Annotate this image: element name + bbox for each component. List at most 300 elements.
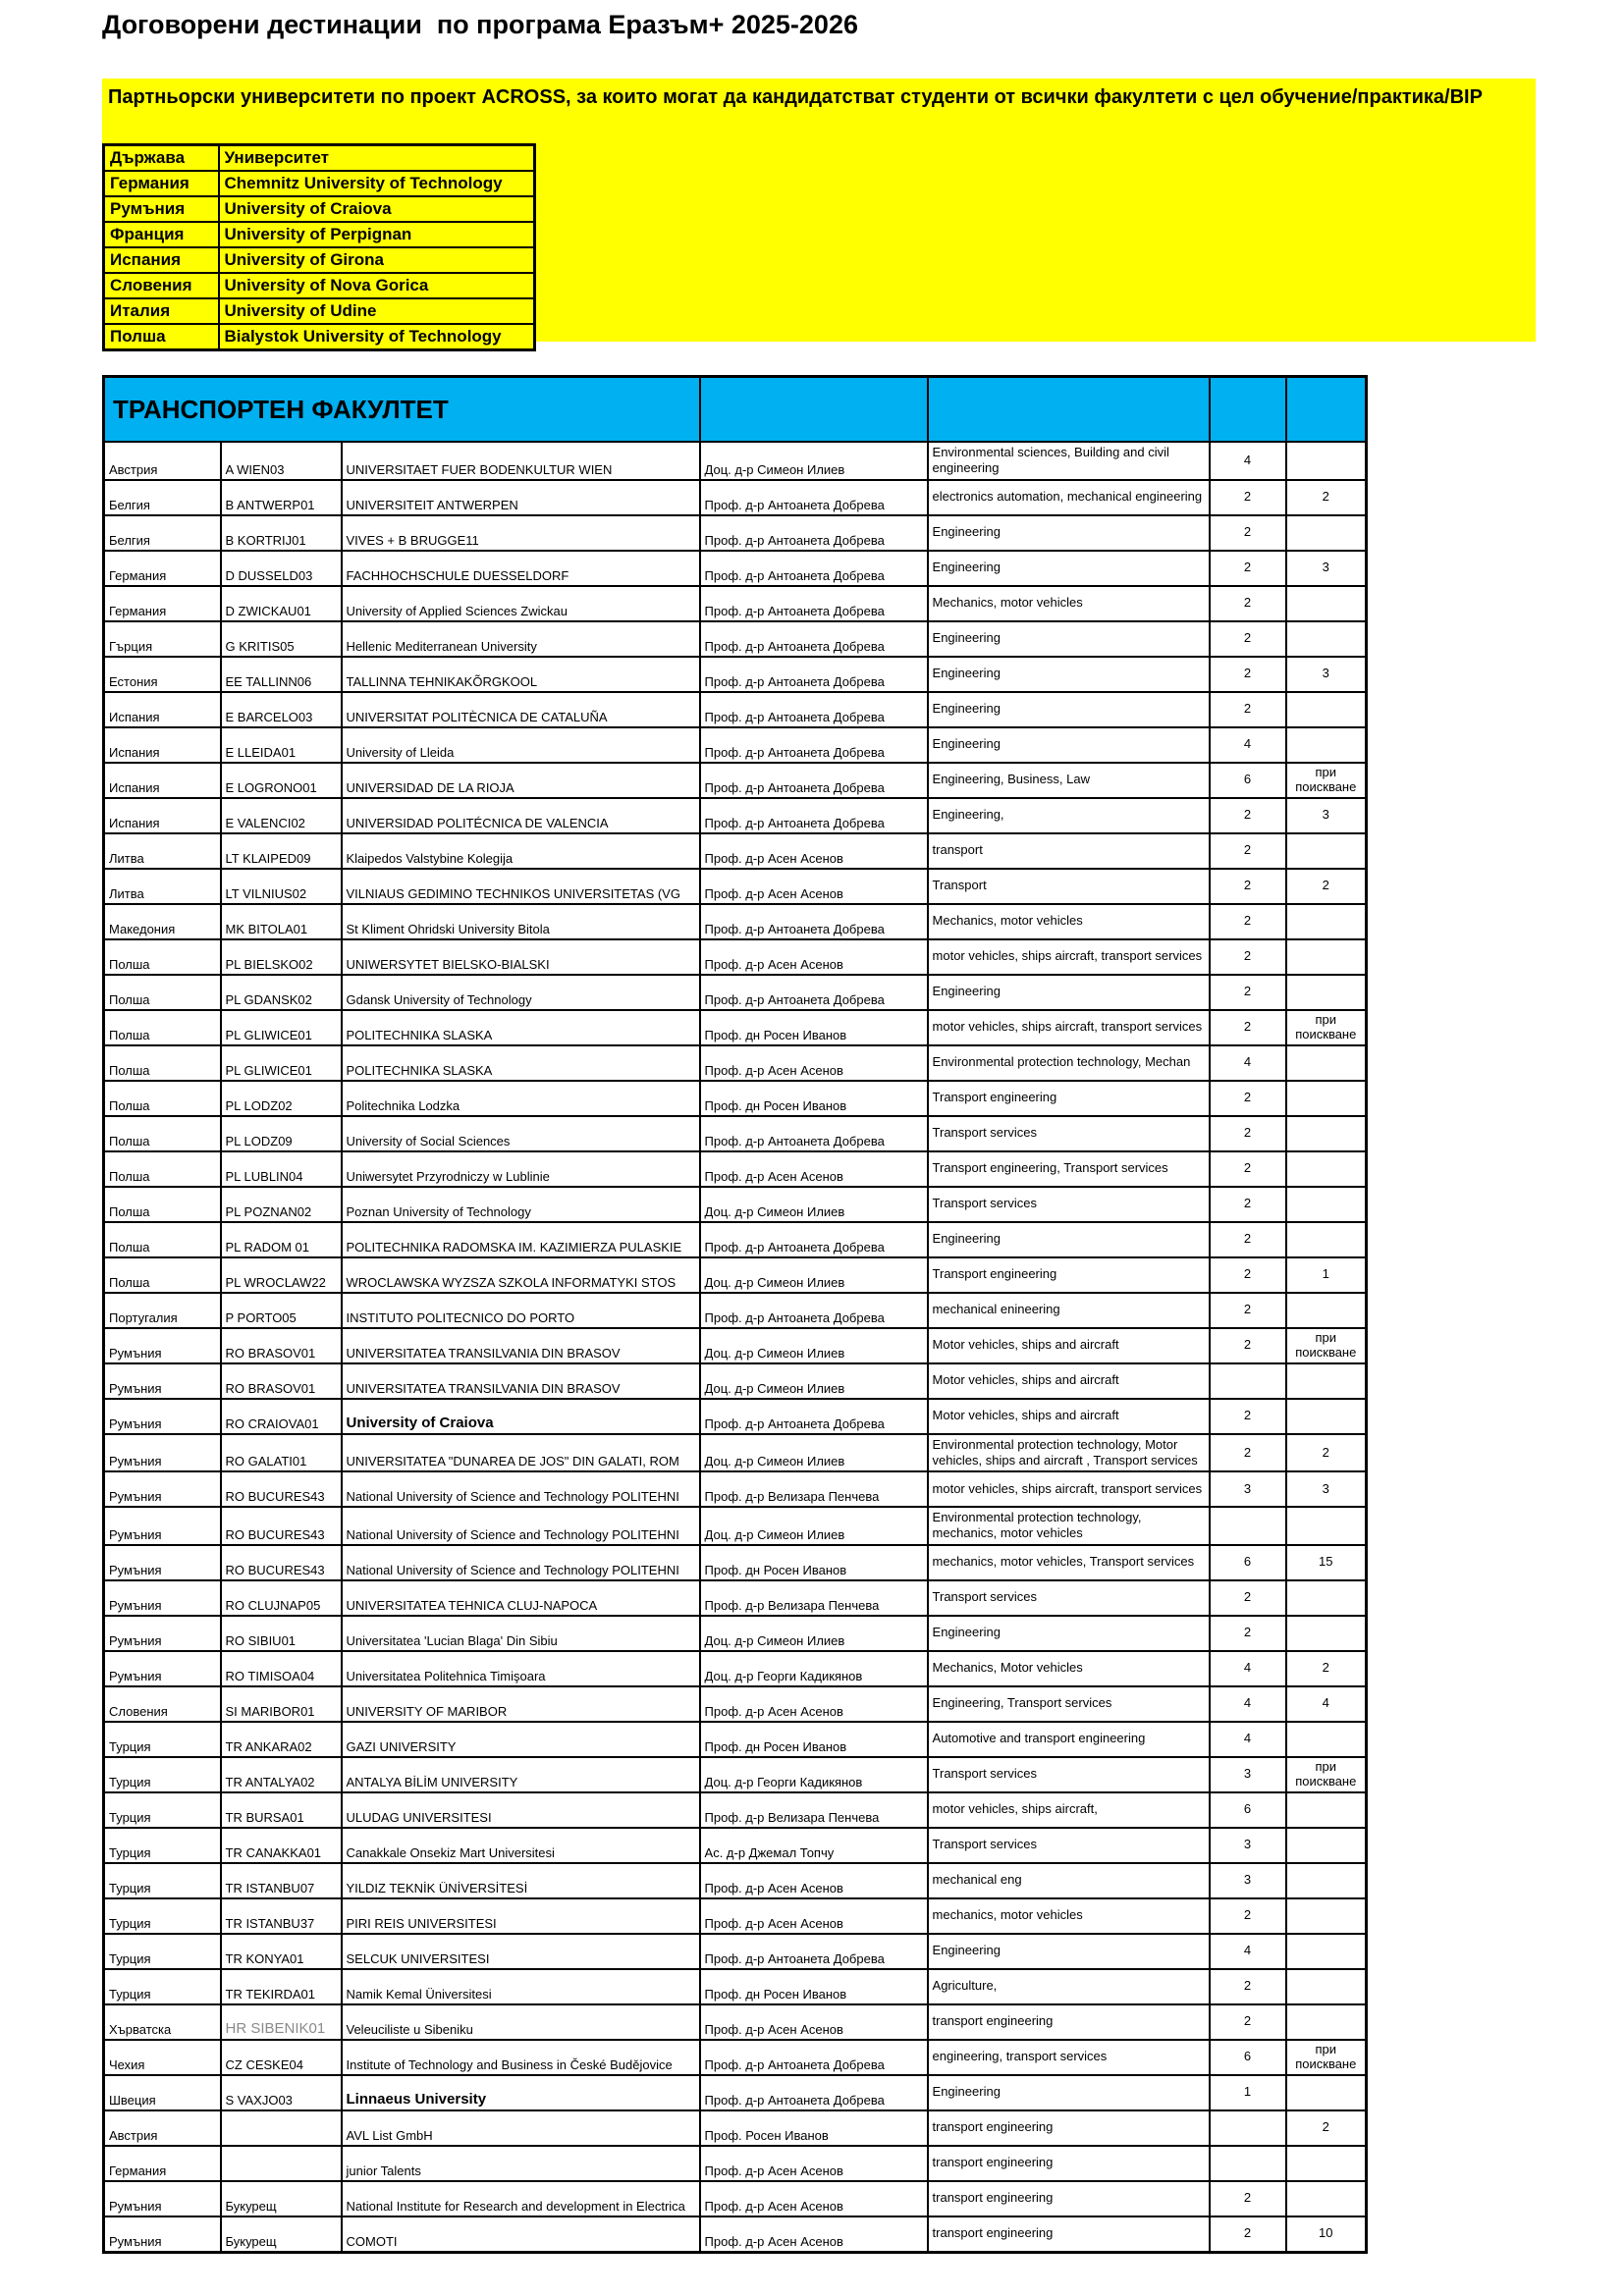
cell-extra: при поискване [1286,1010,1367,1045]
cell-country: Турция [104,1898,221,1934]
cell-code: MK BITOLA01 [221,904,342,939]
cell-places: 4 [1210,1934,1286,1969]
cell-code: PL GDANSK02 [221,975,342,1010]
cell-code: CZ CESKE04 [221,2040,342,2075]
cell-country: Румъния [104,1580,221,1616]
cell-code: TR ANTALYA02 [221,1757,342,1792]
cell-extra: 4 [1286,1686,1367,1722]
faculty-row [104,1434,1367,1472]
cell-university: AVL List GmbH [342,2110,700,2146]
cell-places: 2 [1210,1081,1286,1116]
faculty-row [104,1187,1367,1222]
cell-university: UNIVERSITATEA TEHNICA CLUJ-NAPOCA [342,1580,700,1616]
cell-university: Namik Kemal Üniversitesi [342,1969,700,2004]
cell-fields: Transport engineering [928,1081,1210,1116]
faculty-row [104,1045,1367,1081]
cell-code: PL GLIWICE01 [221,1045,342,1081]
cell-country: Полша [104,939,221,975]
cell-code: G KRITIS05 [221,621,342,657]
cell-university: Poznan University of Technology [342,1187,700,1222]
cell-places [1210,1363,1286,1399]
cell-university: WROCLAWSKA WYZSZA SZKOLA INFORMATYKI STOS [342,1257,700,1293]
cell-university: POLITECHNIKA SLASKA [342,1010,700,1045]
cell-places [1210,2146,1286,2181]
cell-fields: Mechanics, motor vehicles [928,586,1210,621]
faculty-row [104,1863,1367,1898]
cell-fields: Engineering [928,515,1210,551]
partner-row [104,324,535,350]
faculty-row [104,975,1367,1010]
cell-extra [1286,1045,1367,1081]
faculty-row [104,939,1367,975]
cell-places: 2 [1210,798,1286,833]
cell-coordinator: Проф. д-р Асен Асенов [700,1898,928,1934]
cell-extra: 2 [1286,869,1367,904]
faculty-row [104,798,1367,833]
cell-country: Румъния [104,2181,221,2216]
cell-university: VIVES + B BRUGGE11 [342,515,700,551]
cell-extra: 3 [1286,1471,1367,1507]
cell-fields: Environmental sciences, Building and civil engineering [928,442,1210,480]
cell-extra [1286,2181,1367,2216]
cell-code: E LOGRONO01 [221,763,342,798]
cell-code: SI MARIBOR01 [221,1686,342,1722]
faculty-table-body [104,377,1367,2253]
cell-university: Bialystok University of Technology [219,324,535,350]
cell-country: Швеция [104,2075,221,2110]
cell-university: PIRI REIS UNIVERSITESI [342,1898,700,1934]
cell-coordinator: Проф. д-р Антоанета Добрева [700,1116,928,1151]
faculty-row [104,480,1367,515]
cell-country: Полша [104,1045,221,1081]
cell-university: Hellenic Mediterranean University [342,621,700,657]
cell-extra [1286,1616,1367,1651]
cell-country: Чехия [104,2040,221,2075]
cell-places: 2 [1210,1399,1286,1434]
cell-extra [1286,833,1367,869]
cell-places: 2 [1210,1151,1286,1187]
cell-country: Испания [104,727,221,763]
cell-country: Белгия [104,480,221,515]
cell-fields: Mechanics, Motor vehicles [928,1651,1210,1686]
cell-places: 2 [1210,1434,1286,1472]
cell-extra [1286,1222,1367,1257]
cell-country: Полша [104,324,219,350]
cell-fields: Engineering [928,1616,1210,1651]
cell-university: UNIVERSITATEA "DUNAREA DE JOS" DIN GALATI, ROM [342,1434,700,1472]
cell-university: Canakkale Onsekiz Mart Universitesi [342,1828,700,1863]
cell-country: Испания [104,763,221,798]
faculty-row [104,2004,1367,2040]
cell-places: 2 [1210,586,1286,621]
cell-country: Румъния [104,1399,221,1434]
cell-country: Румъния [104,1545,221,1580]
faculty-row [104,1081,1367,1116]
cell-coordinator: Доц. д-р Симеон Илиев [700,1616,928,1651]
cell-extra: 10 [1286,2216,1367,2253]
faculty-row [104,2075,1367,2110]
cell-places: 2 [1210,1616,1286,1651]
cell-fields: transport engineering [928,2110,1210,2146]
cell-places: 2 [1210,2181,1286,2216]
cell-code: PL RADOM 01 [221,1222,342,1257]
cell-country: Полша [104,1222,221,1257]
partner-header-row [104,145,535,172]
cell-coordinator: Проф. д-р Антоанета Добрева [700,1293,928,1328]
cell-code: A WIEN03 [221,442,342,480]
cell-extra: 1 [1286,1257,1367,1293]
cell-fields: Environmental protection technology, Mechan [928,1045,1210,1081]
cell-university: UNIVERSIDAD POLITÉCNICA DE VALENCIA [342,798,700,833]
highlight-block [102,79,1536,346]
cell-coordinator: Проф. д-р Антоанета Добрева [700,1934,928,1969]
cell-university: University of Girona [219,247,535,273]
cell-places: 2 [1210,657,1286,692]
cell-country: Турция [104,1792,221,1828]
cell-country: Румъния [104,1471,221,1507]
cell-country: Естония [104,657,221,692]
cell-extra [1286,586,1367,621]
cell-fields: motor vehicles, ships aircraft, transport services [928,1471,1210,1507]
cell-places: 2 [1210,692,1286,727]
cell-coordinator: Проф. д-р Велизара Пенчева [700,1471,928,1507]
cell-university: COMOTI [342,2216,700,2253]
cell-university: National University of Science and Technology POLITEHNI [342,1471,700,1507]
faculty-header-blank-fields [928,377,1210,443]
cell-university: Gdansk University of Technology [342,975,700,1010]
cell-fields: Engineering [928,551,1210,586]
cell-country: Литва [104,869,221,904]
cell-fields: mechanics, motor vehicles, Transport services [928,1545,1210,1580]
cell-coordinator: Проф. д-р Антоанета Добрева [700,586,928,621]
cell-code: B ANTWERP01 [221,480,342,515]
cell-fields: Transport services [928,1580,1210,1616]
cell-coordinator: Проф. д-р Асен Асенов [700,1151,928,1187]
cell-country: Полша [104,1187,221,1222]
cell-places: 2 [1210,621,1286,657]
cell-extra: при поискване [1286,2040,1367,2075]
partner-header-country: Държава [104,145,219,172]
faculty-row [104,763,1367,798]
cell-university: Veleuciliste u Sibeniku [342,2004,700,2040]
faculty-header-blank-coordinator [700,377,928,443]
cell-coordinator: Проф. д-р Антоанета Добрева [700,2040,928,2075]
page-title: Договорени дестинации по програма Еразъм+ 2025-2026 [102,10,858,39]
faculty-header-blank-places [1210,377,1286,443]
cell-country: Германия [104,2146,221,2181]
cell-coordinator: Проф. д-р Антоанета Добрева [700,1399,928,1434]
cell-fields: Engineering, Transport services [928,1686,1210,1722]
cell-country: Полша [104,1257,221,1293]
cell-university: POLITECHNIKA SLASKA [342,1045,700,1081]
faculty-row [104,1580,1367,1616]
cell-extra [1286,975,1367,1010]
cell-university: ANTALYA BİLİM UNIVERSITY [342,1757,700,1792]
faculty-row [104,1471,1367,1507]
cell-places: 2 [1210,939,1286,975]
faculty-row [104,1257,1367,1293]
cell-fields: Motor vehicles, ships and aircraft [928,1328,1210,1363]
cell-university: University of Lleida [342,727,700,763]
cell-coordinator: Проф. д-р Асен Асенов [700,2181,928,2216]
cell-code: B KORTRIJ01 [221,515,342,551]
partner-universities-table [102,143,536,351]
cell-fields: Transport [928,869,1210,904]
faculty-row [104,1898,1367,1934]
cell-places: 6 [1210,763,1286,798]
cell-coordinator: Проф. Росен Иванов [700,2110,928,2146]
cell-coordinator: Проф. д-р Антоанета Добрева [700,727,928,763]
cell-fields: Transport services [928,1187,1210,1222]
cell-university: UNIVERSITATEA TRANSILVANIA DIN BRASOV [342,1328,700,1363]
cell-extra [1286,1898,1367,1934]
cell-extra [1286,2004,1367,2040]
cell-extra: 2 [1286,480,1367,515]
cell-fields: Engineering [928,975,1210,1010]
cell-university: junior Talents [342,2146,700,2181]
cell-code: TR ANKARA02 [221,1722,342,1757]
cell-country: Испания [104,247,219,273]
cell-coordinator: Проф. д-р Антоанета Добрева [700,480,928,515]
partner-row [104,222,535,247]
cell-extra: 3 [1286,798,1367,833]
cell-extra [1286,939,1367,975]
cell-university: University of Perpignan [219,222,535,247]
cell-fields: Transport engineering [928,1257,1210,1293]
cell-extra [1286,1293,1367,1328]
cell-places: 2 [1210,869,1286,904]
cell-university: Linnaeus University [342,2075,700,2110]
cell-university: University of Udine [219,298,535,324]
faculty-row [104,1010,1367,1045]
cell-country: Румъния [104,1651,221,1686]
cell-country: Италия [104,298,219,324]
cell-coordinator: Доц. д-р Симеон Илиев [700,1363,928,1399]
cell-code: RO BRASOV01 [221,1363,342,1399]
faculty-row [104,1722,1367,1757]
cell-coordinator: Проф. д-р Антоанета Добрева [700,692,928,727]
faculty-row [104,1116,1367,1151]
cell-university: Uniwersytet Przyrodniczy w Lublinie [342,1151,700,1187]
cell-fields: Engineering [928,2075,1210,2110]
cell-coordinator: Проф. д-р Асен Асенов [700,833,928,869]
cell-code: RO TIMISOA04 [221,1651,342,1686]
cell-university: ULUDAG UNIVERSITESI [342,1792,700,1828]
cell-places: 6 [1210,1792,1286,1828]
cell-code: EE TALLINN06 [221,657,342,692]
faculty-row [104,2040,1367,2075]
faculty-row [104,1363,1367,1399]
cell-places: 3 [1210,1471,1286,1507]
cell-fields: Transport engineering, Transport services [928,1151,1210,1187]
cell-coordinator: Проф. д-р Антоанета Добрева [700,904,928,939]
cell-fields: Environmental protection technology, mechanics, motor vehicles [928,1507,1210,1545]
cell-code: E BARCELO03 [221,692,342,727]
cell-fields: Transport services [928,1757,1210,1792]
faculty-row [104,869,1367,904]
cell-fields: Environmental protection technology, Motor vehicles, ships and aircraft , Transport services [928,1434,1210,1472]
cell-fields: Engineering [928,692,1210,727]
faculty-row [104,1507,1367,1545]
cell-code: TR CANAKKA01 [221,1828,342,1863]
cell-fields: mechanics, motor vehicles [928,1898,1210,1934]
cell-university: Politechnika Lodzka [342,1081,700,1116]
faculty-row [104,1616,1367,1651]
cell-coordinator: Проф. д-р Асен Асенов [700,939,928,975]
partner-table-body [104,171,535,350]
faculty-row [104,1757,1367,1792]
cell-fields: mechanical enineering [928,1293,1210,1328]
cell-code: PL POZNAN02 [221,1187,342,1222]
cell-code: RO BUCURES43 [221,1507,342,1545]
cell-country: Гърция [104,621,221,657]
cell-extra [1286,692,1367,727]
cell-university: FACHHOCHSCHULE DUESSELDORF [342,551,700,586]
cell-university: GAZI UNIVERSITY [342,1722,700,1757]
faculty-row [104,1293,1367,1328]
cell-extra: 15 [1286,1545,1367,1580]
cell-places: 2 [1210,515,1286,551]
cell-extra [1286,904,1367,939]
cell-code: PL WROCLAW22 [221,1257,342,1293]
cell-code: E LLEIDA01 [221,727,342,763]
cell-fields: Transport services [928,1828,1210,1863]
cell-university: UNIVERSITY OF MARIBOR [342,1686,700,1722]
cell-code: P PORTO05 [221,1293,342,1328]
cell-code: RO BRASOV01 [221,1328,342,1363]
cell-fields: Motor vehicles, ships and aircraft [928,1399,1210,1434]
cell-university: YILDIZ TEKNİK ÜNİVERSİTESİ [342,1863,700,1898]
partner-row [104,196,535,222]
cell-coordinator: Доц. д-р Симеон Илиев [700,1328,928,1363]
faculty-row [104,904,1367,939]
cell-coordinator: Проф. д-р Асен Асенов [700,2146,928,2181]
cell-coordinator: Проф. д-р Асен Асенов [700,2004,928,2040]
cell-country: Румъния [104,1363,221,1399]
cell-extra: при поискване [1286,1757,1367,1792]
cell-places: 2 [1210,1222,1286,1257]
faculty-row [104,1828,1367,1863]
cell-country: Турция [104,1757,221,1792]
cell-country: Словения [104,273,219,298]
cell-coordinator: Проф. д-р Антоанета Добрева [700,798,928,833]
cell-country: Полша [104,1010,221,1045]
cell-coordinator: Проф. д-р Асен Асенов [700,869,928,904]
cell-fields: mechanical eng [928,1863,1210,1898]
cell-code: TR ISTANBU07 [221,1863,342,1898]
cell-country: Полша [104,1151,221,1187]
cell-extra [1286,1081,1367,1116]
cell-fields: transport engineering [928,2146,1210,2181]
cell-code: PL BIELSKO02 [221,939,342,975]
cell-fields: transport [928,833,1210,869]
cell-code: RO BUCURES43 [221,1545,342,1580]
cell-places: 4 [1210,1651,1286,1686]
cell-coordinator: Проф. д-р Антоанета Добрева [700,975,928,1010]
cell-places: 6 [1210,2040,1286,2075]
cell-country: Полша [104,1081,221,1116]
cell-country: Словения [104,1686,221,1722]
cell-university: University of Nova Gorica [219,273,535,298]
cell-university: Chemnitz University of Technology [219,171,535,196]
cell-coordinator: Доц. д-р Симеон Илиев [700,1434,928,1472]
cell-coordinator: Проф. д-р Антоанета Добрева [700,657,928,692]
cell-country: Турция [104,1969,221,2004]
cell-coordinator: Проф. д-р Велизара Пенчева [700,1792,928,1828]
cell-places: 2 [1210,2004,1286,2040]
cell-places: 2 [1210,1257,1286,1293]
cell-coordinator: Ас. д-р Джемал Топчу [700,1828,928,1863]
cell-coordinator: Проф. д-р Асен Асенов [700,1863,928,1898]
partner-row [104,171,535,196]
cell-fields: motor vehicles, ships aircraft, transport services [928,939,1210,975]
cell-fields: engineering, transport services [928,2040,1210,2075]
cell-code: TR KONYA01 [221,1934,342,1969]
cell-university: National Institute for Research and development in Electrica [342,2181,700,2216]
cell-university: National University of Science and Technology POLITEHNI [342,1507,700,1545]
faculty-row [104,515,1367,551]
cell-country: Румъния [104,196,219,222]
cell-coordinator: Доц. д-р Симеон Илиев [700,1507,928,1545]
cell-places: 2 [1210,1898,1286,1934]
cell-extra [1286,1363,1367,1399]
cell-country: Турция [104,1828,221,1863]
cell-places: 4 [1210,1722,1286,1757]
cell-places: 2 [1210,833,1286,869]
cell-coordinator: Проф. д-р Асен Асенов [700,1045,928,1081]
cell-coordinator: Доц. д-р Симеон Илиев [700,442,928,480]
cell-country: Полша [104,1116,221,1151]
cell-coordinator: Проф. д-р Антоанета Добрева [700,1222,928,1257]
cell-fields: Automotive and transport engineering [928,1722,1210,1757]
faculty-row [104,2181,1367,2216]
cell-country: Германия [104,586,221,621]
cell-coordinator: Проф. дн Росен Иванов [700,1545,928,1580]
cell-university: Universitatea 'Lucian Blaga' Din Sibiu [342,1616,700,1651]
cell-extra [1286,1580,1367,1616]
cell-coordinator: Проф. д-р Антоанета Добрева [700,621,928,657]
cell-coordinator: Проф. д-р Антоанета Добрева [700,551,928,586]
cell-fields: Engineering [928,1222,1210,1257]
cell-code: TR BURSA01 [221,1792,342,1828]
cell-country: Франция [104,222,219,247]
cell-places: 1 [1210,2075,1286,2110]
cell-extra: при поискване [1286,763,1367,798]
cell-code: HR SIBENIK01 [221,2004,342,2040]
cell-code: LT KLAIPED09 [221,833,342,869]
cell-university: INSTITUTO POLITECNICO DO PORTO [342,1293,700,1328]
cell-extra: 2 [1286,2110,1367,2146]
cell-fields: Engineering [928,1934,1210,1969]
cell-fields: transport engineering [928,2004,1210,2040]
cell-fields: transport engineering [928,2181,1210,2216]
cell-places: 4 [1210,727,1286,763]
cell-extra [1286,515,1367,551]
faculty-row [104,833,1367,869]
cell-extra: 3 [1286,657,1367,692]
cell-coordinator: Проф. дн Росен Иванов [700,1081,928,1116]
cell-coordinator: Проф. дн Росен Иванов [700,1969,928,2004]
cell-places: 2 [1210,480,1286,515]
cell-fields: motor vehicles, ships aircraft, [928,1792,1210,1828]
cell-coordinator: Доц. д-р Георги Кадикянов [700,1757,928,1792]
faculty-row [104,1222,1367,1257]
cell-code: TR ISTANBU37 [221,1898,342,1934]
cell-coordinator: Проф. д-р Антоанета Добрева [700,2075,928,2110]
faculty-row [104,1969,1367,2004]
cell-extra [1286,1399,1367,1434]
cell-code: RO SIBIU01 [221,1616,342,1651]
